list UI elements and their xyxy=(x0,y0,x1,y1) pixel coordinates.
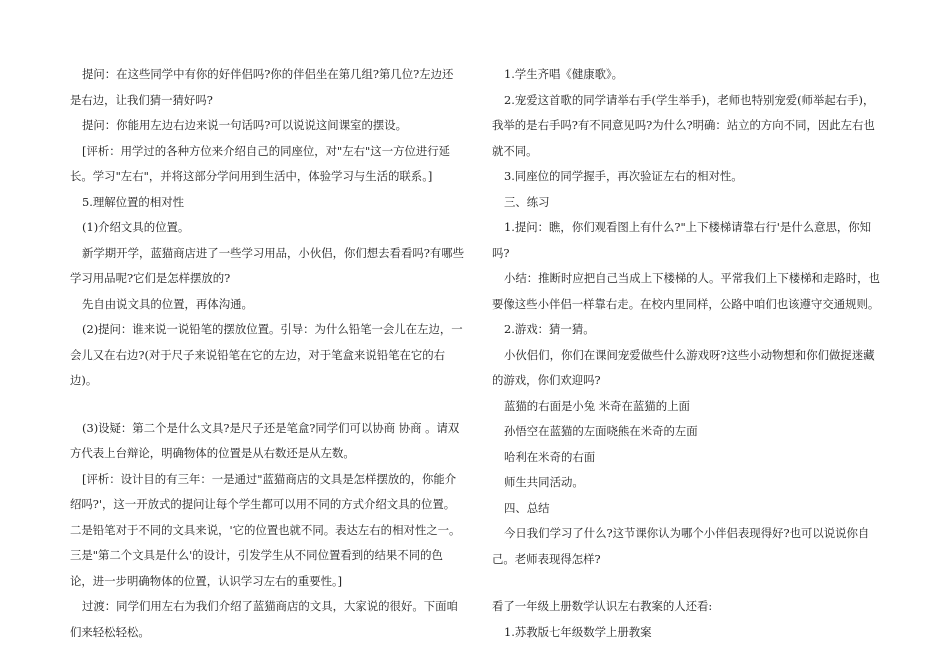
paragraph: 今日我们学习了什么?这节课你认为哪个小伴侣表现得好?也可以说说你自己。老师表现得怎样? xyxy=(492,526,870,566)
paragraph: 三、练习 xyxy=(504,194,550,209)
paragraph: 过渡：同学们用左右为我们介绍了蓝猫商店的文具，大家说的很好。下面咱们来轻松轻松。 xyxy=(70,599,458,639)
paragraph: 师生共同活动。 xyxy=(504,475,584,489)
blank-line xyxy=(492,572,880,594)
paragraph: [评析：用学过的各种方位来介绍自己的同座位，对"左右"这一方位进行延长。学习"左右"，并将这部分学问用到生活中，体验学习与生活的联系。] xyxy=(70,143,451,183)
paragraph: 1.学生齐唱《健康歌》。 xyxy=(504,67,624,81)
paragraph: 提问：在这些同学中有你的好伴侣吗?你的伴侣坐在第几组?第几位?左边还是右边，让我们猜一猜好吗? xyxy=(70,67,454,107)
left-column xyxy=(70,62,464,645)
paragraph: 1.苏教版七年级数学上册教案 xyxy=(504,624,652,639)
paragraph: 1.提问：瞧，你们观看图上有什么?"上下楼梯请靠右行'是什么意思，你知吗? xyxy=(492,220,872,260)
paragraph: 孙悟空在蓝猫的左面哓熊在米奇的左面 xyxy=(504,424,698,438)
paragraph: 先自由说文具的位置，再体沟通。 xyxy=(82,296,253,311)
paragraph: 哈利在米奇的右面 xyxy=(504,449,596,464)
paragraph: 3.同座位的同学握手，再次验证左右的相对性。 xyxy=(504,169,743,183)
paragraph: 新学期开学，蓝猫商店进了一些学习用品，小伙侣，你们想去看看吗?有哪些学习用品呢?它们是怎样摆放的? xyxy=(70,245,464,285)
paragraph: 2.游戏：猜一猜。 xyxy=(504,322,595,336)
paragraph: 四、总结 xyxy=(504,500,550,515)
paragraph: (2)提问：谁来说一说铅笔的摆放位置。引导：为什么铅笔一会儿在左边，一会儿又在右边?(对于尺子来说铅笔在它的左边，对于笔盒来说铅笔在它的右边)。 xyxy=(70,322,463,387)
paragraph: (1)介绍文具的位置。 xyxy=(82,220,190,234)
paragraph: 蓝猫的右面是小兔 米奇在蓝猫的上面 xyxy=(504,398,690,413)
paragraph: 提问：你能用左边右边来说一句话吗?可以说说这间课室的摆设。 xyxy=(82,118,408,132)
right-column xyxy=(492,62,880,645)
paragraph: (3)设疑：第二个是什么文具?是尺子还是笔盒?同学们可以协商 协商 。请双方代表上台辩论，明确物体的位置是从右数还是从左数。 xyxy=(70,420,460,460)
paragraph: [评析：设计目的有三年：一是通过"蓝猫商店的文具是怎样摆放的，你能介绍吗?'，这一开放式的提问让每个学生都可以用不同的方式介绍文具的位置。二是铅笔对于不同的文具来说，'它的位置也就不同。表达左右的相对性之一。三是"第二个文具是什么'的设计，引发学生从不同位置看到的结果不同的色论，进一步明确物体的位置，认识学习左右的重要性。] xyxy=(70,471,461,588)
paragraph: 看了一年级上册数学认识左右教案的人还看: xyxy=(492,599,713,613)
paragraph: 2.宠爱这首歌的同学请举右手(学生举手)，老师也特别宠爱(师举起右手)，我举的是右手吗?有不同意见吗?为什么?明确：站立的方向不同，因此左右也就不同。 xyxy=(492,92,875,158)
paragraph: 小伙侣们，你们在课间宠爱做些什么游戏呀?这些小动物想和你们做捉迷藏的游戏，你们欢迎吗? xyxy=(492,347,875,387)
paragraph: 小结：推断时应把自己当成上下楼梯的人。平常我们上下楼梯和走路时，也要像这些小伴侣一样靠右走。在校内里同样，公路中咱们也该遵守交通规则。 xyxy=(492,271,880,311)
blank-line xyxy=(70,394,464,416)
paragraph: 5.理解位置的相对性 xyxy=(82,194,184,209)
